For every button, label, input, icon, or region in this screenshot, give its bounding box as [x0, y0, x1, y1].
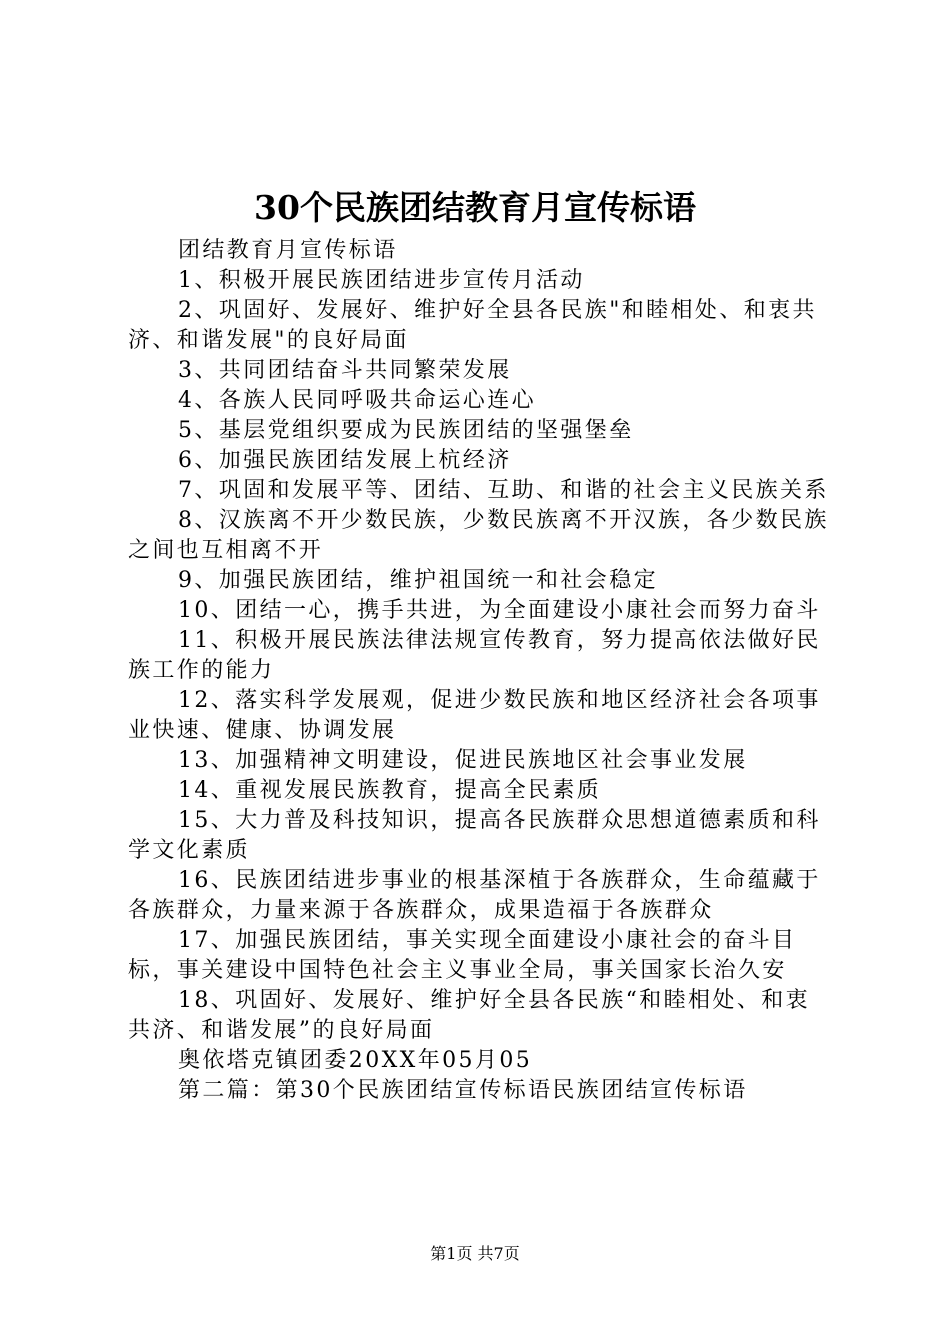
slogan-item: 18、巩固好、发展好、维护好全县各民族“和睦相处、和衷共济、和谐发展”的良好局面 [128, 988, 811, 1043]
document-title: 30个民族团结教育月宣传标语 [254, 188, 696, 227]
slogan-item: 4、各族人民同呼吸共命运心连心 [178, 388, 536, 413]
slogan-item: 11、积极开展民族法律法规宣传教育，努力提高依法做好民族工作的能力 [128, 628, 821, 683]
slogan-item: 10、团结一心，携手共进，为全面建设小康社会而努力奋斗 [178, 598, 821, 623]
slogan-item: 3、共同团结奋斗共同繁荣发展 [178, 358, 512, 383]
slogan-item: 13、加强精神文明建设，促进民族地区社会事业发展 [178, 748, 748, 773]
slogan-item: 2、巩固好、发展好、维护好全县各民族"和睦相处、和衷共济、和谐发展"的良好局面 [128, 298, 817, 353]
slogan-item: 17、加强民族团结，事关实现全面建设小康社会的奋斗目标，事关建设中国特色社会主义事业全局，事关国家长治久安 [128, 928, 797, 983]
slogan-item: 12、落实科学发展观，促进少数民族和地区经济社会各项事业快速、健康、协调发展 [128, 688, 821, 743]
slogan-item: 7、巩固和发展平等、团结、互助、和谐的社会主义民族关系 [178, 478, 829, 503]
slogan-item: 6、加强民族团结发展上杭经济 [178, 448, 512, 473]
slogan-item: 8、汉族离不开少数民族，少数民族离不开汉族，各少数民族之间也互相离不开 [128, 508, 829, 563]
document-body [128, 236, 833, 1106]
slogan-item: 14、重视发展民族教育，提高全民素质 [178, 778, 602, 803]
page-footer: 第1页 共7页 [430, 1244, 520, 1263]
slogan-item: 16、民族团结进步事业的根基深植于各族群众，生命蕴藏于各族群众，力量来源于各族群众，成果造福于各族群众 [128, 868, 821, 923]
slogan-item: 9、加强民族团结，维护祖国统一和社会稳定 [178, 568, 658, 593]
slogan-item: 5、基层党组织要成为民族团结的坚强堡垒 [178, 418, 634, 443]
signature-line: 奥依塔克镇团委20XX年05月05 [178, 1048, 533, 1073]
slogan-item: 1、积极开展民族团结进步宣传月活动 [178, 268, 585, 293]
paragraph-heading: 团结教育月宣传标语 [178, 238, 398, 263]
section-heading: 第二篇：第30个民族团结宣传标语民族团结宣传标语 [178, 1078, 748, 1103]
slogan-item: 15、大力普及科技知识，提高各民族群众思想道德素质和科学文化素质 [128, 808, 821, 863]
